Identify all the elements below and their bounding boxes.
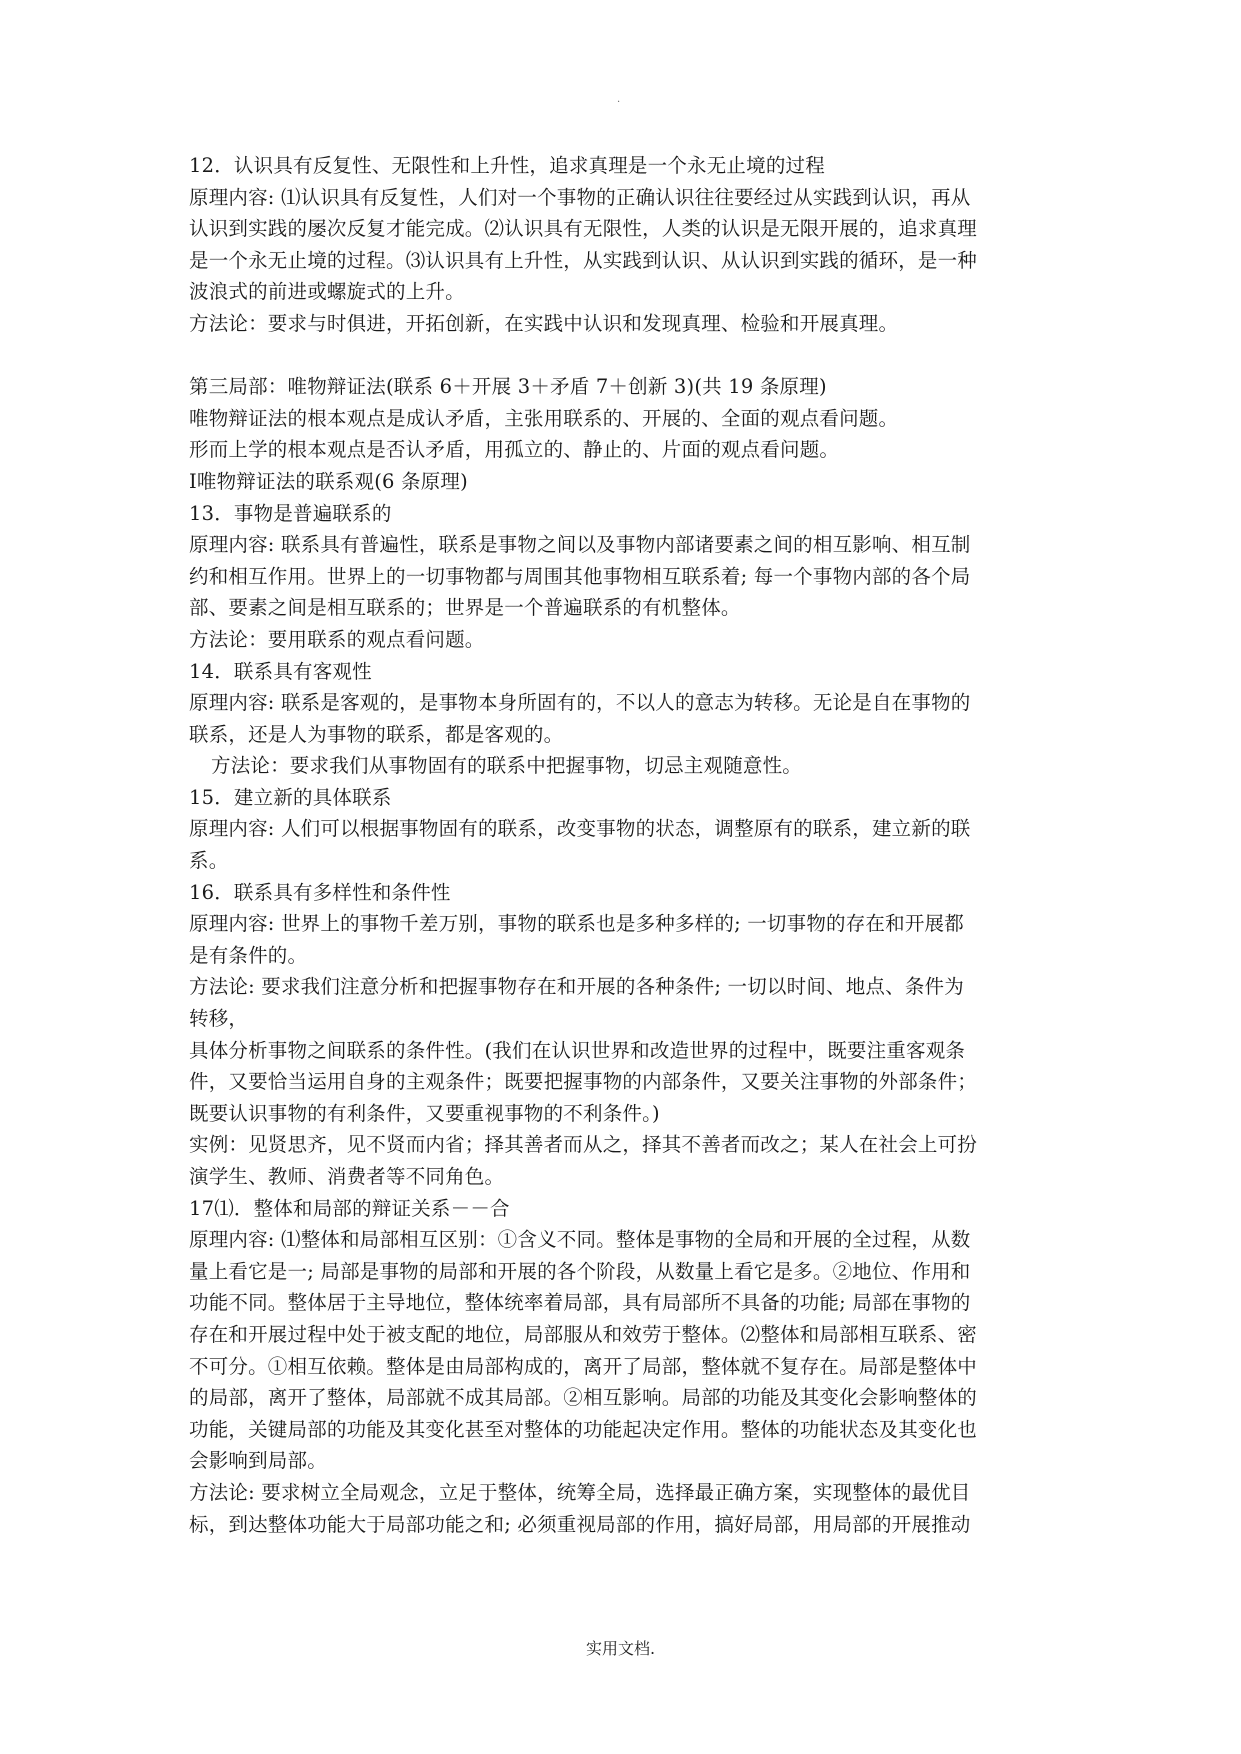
text-line: 功能不同。整体居于主导地位，整体统率着局部，具有局部所不具备的功能; 局部在事物的 [189, 1291, 971, 1315]
text-line: 量上看它是一; 局部是事物的局部和开展的各个阶段，从数量上看它是多。②地位、作用和 [189, 1259, 971, 1283]
document-body [189, 150, 1055, 1540]
header-mark: . [617, 94, 621, 105]
text-line: 17⑴．整体和局部的辩证关系－－合 [189, 1196, 510, 1220]
text-line: 方法论：要求与时俱进，开拓创新，在实践中认识和发现真理、检验和开展真理。 [189, 311, 899, 335]
text-line: 13．事物是普遍联系的 [189, 501, 392, 525]
text-line: 15．建立新的具体联系 [189, 785, 392, 809]
text-line: 约和相互作用。世界上的一切事物都与周围其他事物相互联系着; 每一个事物内部的各个局 [189, 564, 971, 588]
text-line: 实例：见贤思齐，见不贤而内省；择其善者而从之，择其不善者而改之；某人在社会上可扮 [189, 1133, 978, 1157]
text-line: 会影响到局部。 [189, 1449, 327, 1473]
text-line: 原理内容: ⑴认识具有反复性，人们对一个事物的正确认识往往要经过从实践到认识，再从 [189, 185, 971, 209]
text-line: 转移， [189, 1007, 249, 1031]
subsection-heading: Ⅰ唯物辩证法的联系观(6 条原理) [189, 469, 468, 493]
text-line: 方法论：要用联系的观点看问题。 [189, 627, 485, 651]
text-line: 的局部，离开了整体，局部就不成其局部。②相互影响。局部的功能及其变化会影响整体的 [189, 1386, 978, 1410]
text-line: 件，又要恰当运用自身的主观条件；既要把握事物的内部条件，又要关注事物的外部条件； [189, 1070, 978, 1094]
text-line: 方法论: 要求树立全局观念，立足于整体，统筹全局，选择最正确方案，实现整体的最优目 [189, 1480, 971, 1504]
text-line: 方法论: 要求我们注意分析和把握事物存在和开展的各种条件; 一切以时间、地点、条件为 [189, 975, 964, 999]
text-line: 既要认识事物的有利条件，又要重视事物的不利条件。) [189, 1101, 660, 1125]
text-line: 16．联系具有多样性和条件性 [189, 880, 451, 904]
text-line: 认识到实践的屡次反复才能完成。⑵认识具有无限性，人类的认识是无限开展的，追求真理 [189, 217, 978, 241]
text-line: 不可分。①相互依赖。整体是由局部构成的，离开了局部，整体就不复存在。局部是整体中 [189, 1354, 978, 1378]
page-footer: 实用文档. [585, 1639, 656, 1658]
text-line: 原理内容: ⑴整体和局部相互区别：①含义不同。整体是事物的全局和开展的全过程，从数 [189, 1228, 971, 1252]
text-line: 功能，关键局部的功能及其变化甚至对整体的功能起决定作用。整体的功能状态及其变化也 [189, 1417, 978, 1441]
text-line: 标，到达整体功能大于局部功能之和; 必须重视局部的作用，搞好局部，用局部的开展推动 [189, 1512, 971, 1536]
text-line: 形而上学的根本观点是否认矛盾，用孤立的、静止的、片面的观点看问题。 [189, 438, 840, 462]
text-line: 12．认识具有反复性、无限性和上升性，追求真理是一个永无止境的过程 [189, 154, 825, 177]
text-line: 唯物辩证法的根本观点是成认矛盾，主张用联系的、开展的、全面的观点看问题。 [189, 406, 899, 430]
text-line: 波浪式的前进或螺旋式的上升。 [189, 280, 465, 304]
section-heading: 第三局部：唯物辩证法(联系 6＋开展 3＋矛盾 7＋创新 3)(共 19 条原理) [189, 375, 827, 399]
text-line: 原理内容: 联系具有普遍性，联系是事物之间以及事物内部诸要素之间的相互影响、相互制 [189, 533, 971, 557]
text-line: 14．联系具有客观性 [189, 659, 372, 683]
text-line: 是一个永无止境的过程。⑶认识具有上升性，从实践到认识、从认识到实践的循环，是一种 [189, 248, 978, 272]
text-line: 系。 [189, 849, 229, 873]
text-line: 原理内容: 联系是客观的，是事物本身所固有的，不以人的意志为转移。无论是自在事物的 [189, 691, 971, 715]
text-line: 联系，还是人为事物的联系，都是客观的。 [189, 722, 564, 746]
text-line: 原理内容: 人们可以根据事物固有的联系，改变事物的状态，调整原有的联系，建立新的联 [189, 817, 971, 841]
paragraph-gap [189, 340, 1055, 372]
text-line: 演学生、教师、消费者等不同角色。 [189, 1165, 505, 1188]
text-line: 原理内容: 世界上的事物千差万别，事物的联系也是多种多样的; 一切事物的存在和开展都 [189, 912, 964, 936]
text-line: 存在和开展过程中处于被支配的地位，局部服从和效劳于整体。⑵整体和局部相互联系、密 [189, 1322, 978, 1346]
text-line: 具体分析事物之间联系的条件性。(我们在认识世界和改造世界的过程中，既要注重客观条 [189, 1038, 966, 1062]
text-line: 方法论：要求我们从事物固有的联系中把握事物，切忌主观随意性。 [211, 754, 803, 778]
text-line: 是有条件的。 [189, 943, 308, 967]
text-line: 部、要素之间是相互联系的；世界是一个普遍联系的有机整体。 [189, 596, 741, 620]
